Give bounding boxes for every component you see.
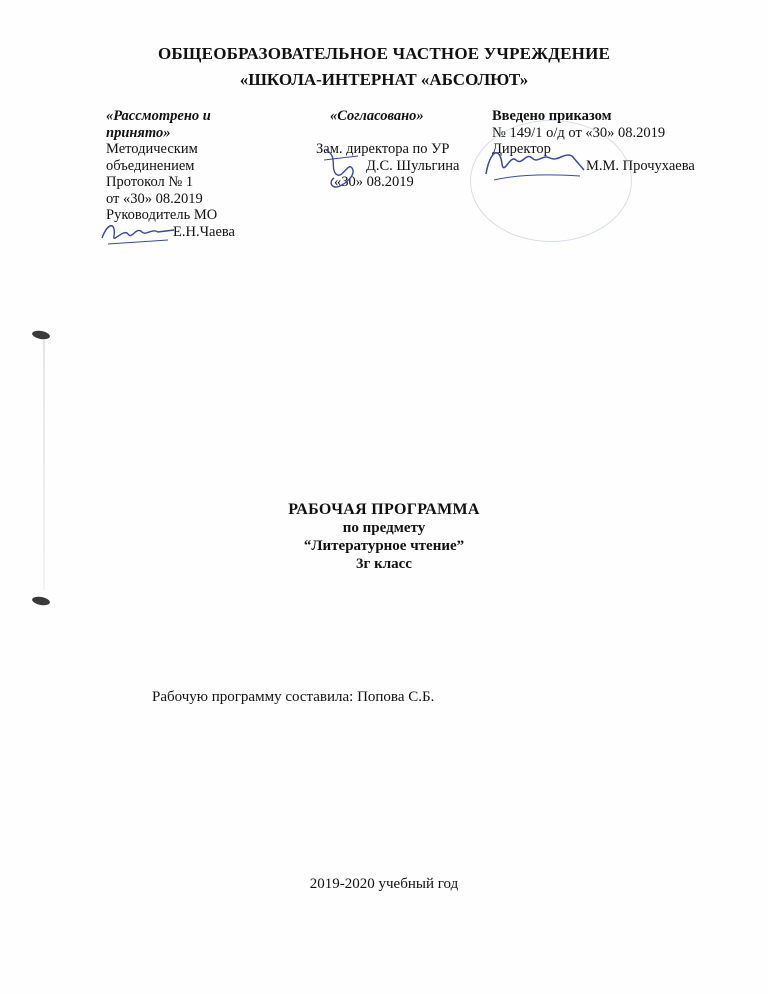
approval-reviewed — [106, 108, 306, 240]
reviewed-heading-2: принято» — [106, 124, 171, 141]
order-signer: М.М. Прочухаева — [586, 157, 695, 174]
program-class: 3г класс — [356, 556, 412, 572]
reviewed-heading-1: «Рассмотрено и — [106, 108, 211, 124]
reviewed-protocol: Протокол № 1 — [106, 174, 194, 190]
program-author: Рабочую программу составила: Попова С.Б. — [152, 689, 435, 705]
order-position: Директор — [492, 141, 551, 157]
reviewed-line-2: объединением — [106, 157, 195, 174]
reviewed-head-title: Руководитель МО — [106, 207, 218, 223]
program-title: РАБОЧАЯ ПРОГРАММА — [288, 501, 480, 518]
program-title-block — [0, 500, 768, 573]
order-number: № 149/1 о/д от «30» 08.2019 — [492, 124, 666, 141]
school-name-line1: ОБЩЕОБРАЗОВАТЕЛЬНОЕ ЧАСТНОЕ УЧРЕЖДЕНИЕ — [157, 44, 611, 63]
binder-hole-top — [31, 329, 50, 340]
reviewed-signer-line — [106, 224, 306, 241]
school-name-line2: «ШКОЛА-ИНТЕРНАТ «АБСОЛЮТ» — [239, 70, 529, 89]
reviewed-date: от «30» 08.2019 — [106, 190, 203, 207]
agreed-date: «30» 08.2019 — [334, 174, 414, 190]
approval-agreed — [316, 108, 486, 191]
reviewed-line-1: Методическим — [106, 141, 198, 157]
agreed-position: Зам. директора по УР — [316, 141, 450, 157]
order-heading: Введено приказом — [492, 108, 612, 124]
reviewed-signer: Е.Н.Чаева — [173, 223, 235, 240]
agreed-signer: Д.С. Шульгина — [366, 157, 460, 174]
academic-year: 2019-2020 учебный год — [309, 876, 459, 892]
program-subject-label: по предмету — [342, 520, 426, 536]
program-subject: “Литературное чтение” — [303, 538, 465, 554]
stamp-seal — [470, 120, 632, 242]
agreed-heading: «Согласовано» — [330, 108, 424, 124]
binder-hole-bottom — [31, 595, 50, 606]
